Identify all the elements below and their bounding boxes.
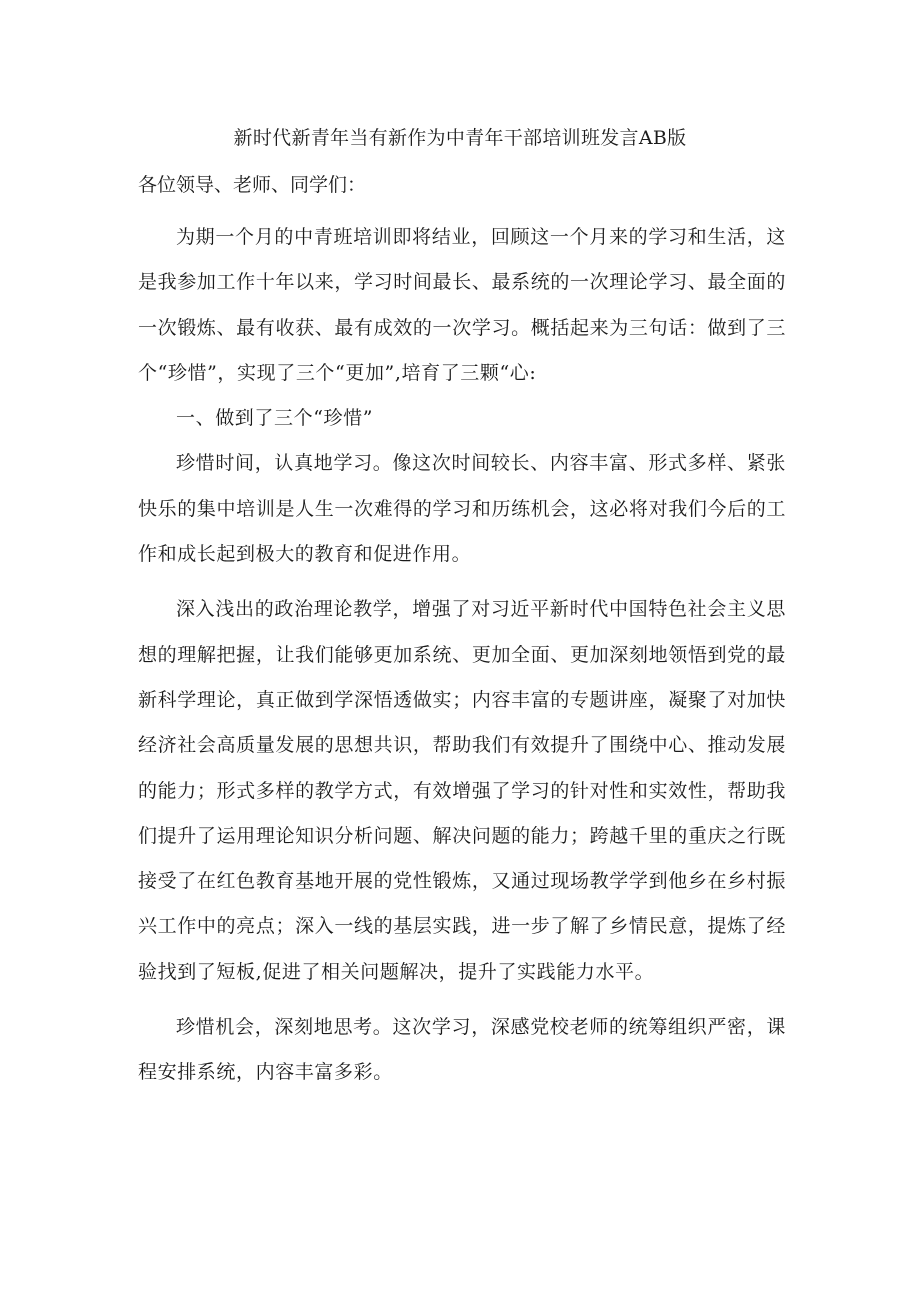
salutation: 各位领导、老师、同学们： xyxy=(138,174,367,196)
paragraph-teaching: 深入浅出的政治理论教学，增强了对习近平新时代中国特色社会主义思想的理解把握，让我们能够更加系统、更加全面、更加深刻地领悟到党的最新科学理论，真正做到学深悟透做实；内容丰富的专题讲座，凝聚了对加快经济社会高质量发展的思想共识，帮助我们有效提升了围绕中心、推动发展的能力；形式多样的教学方式，有效增强了学习的针对性和实效性，帮助我们提升了运用理论知识分析问题、解决问题的能力；跨越千里的重庆之行既接受了在红色教育基地开展的党性锻炼，又通过现场教学学到他乡在乡村振兴工作中的亮点；深入一线的基层实践，进一步了解了乡情民意，提炼了经验找到了短板,促进了相关问题解决，提升了实践能力水平。 xyxy=(138,598,786,983)
document-body xyxy=(138,215,786,1096)
paragraph-cherish-opportunity: 珍惜机会，深刻地思考。这次学习，深感党校老师的统筹组织严密，课程安排系统，内容丰富多彩。 xyxy=(138,1016,786,1084)
section-heading-1: 一、做到了三个“珍惜” xyxy=(176,407,374,430)
document-title: 新时代新青年当有新作为中青年干部培训班发言AB版 xyxy=(233,127,687,149)
paragraph-intro: 为期一个月的中青班培训即将结业，回顾这一个月来的学习和生活，这是我参加工作十年以来，学习时间最长、最系统的一次理论学习、最全面的一次锻炼、最有收获、最有成效的一次学习。概括起来为三句话：做到了三个“珍惜”，实现了三个“更加”,培育了三颗“心: xyxy=(138,226,786,384)
paragraph-cherish-time: 珍惜时间，认真地学习。像这次时间较长、内容丰富、形式多样、紧张快乐的集中培训是人生一次难得的学习和历练机会，这必将对我们今后的工作和成长起到极大的教育和促进作用。 xyxy=(138,452,786,566)
